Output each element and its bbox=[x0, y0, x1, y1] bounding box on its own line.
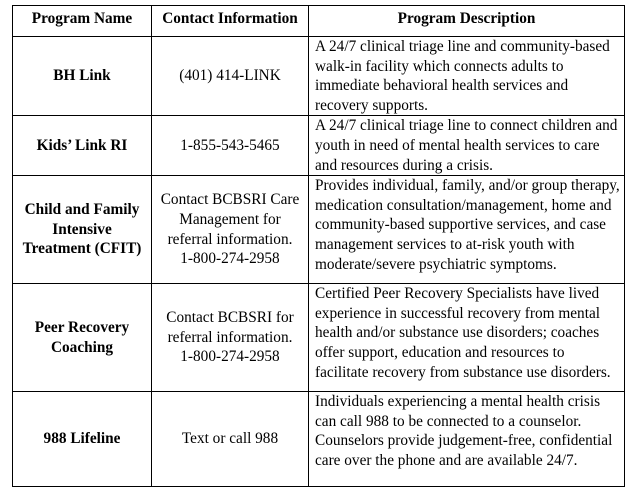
contact-line: referral information. bbox=[167, 328, 293, 346]
program-name-cell bbox=[13, 284, 152, 392]
contact-cell bbox=[152, 392, 309, 487]
program-name-line: Coaching bbox=[50, 338, 114, 356]
header-row bbox=[13, 6, 625, 37]
contact-cell bbox=[152, 284, 309, 392]
contact-cell bbox=[152, 116, 309, 176]
table-row-988-lifeline bbox=[13, 392, 625, 487]
program-name-cell bbox=[13, 116, 152, 176]
program-name-line: Intensive bbox=[52, 220, 112, 238]
header-program-description: Program Description bbox=[309, 6, 625, 37]
program-name: BH Link bbox=[53, 67, 111, 85]
contact-line: Contact BCBSRI for bbox=[166, 309, 294, 327]
table-row-cfit bbox=[13, 176, 625, 284]
contact-phone: 1-800-274-2958 bbox=[180, 250, 280, 268]
program-name-cell bbox=[13, 37, 152, 116]
program-name-line: Child and Family bbox=[24, 201, 140, 219]
program-description: A 24/7 clinical triage line to connect children and youth in need of mental health services to care and resources during a crisis. bbox=[309, 116, 625, 176]
program-description: Individuals experiencing a mental health crisis can call 988 to be connected to a counselor. Counselors provide judgement-free, confidential care over the phone and are available 24/7. bbox=[309, 392, 625, 487]
contact-line: Management for bbox=[179, 211, 281, 229]
table-row-kids-link bbox=[13, 116, 625, 176]
header-program-name: Program Name bbox=[13, 6, 152, 37]
program-name-cell bbox=[13, 176, 152, 284]
program-name: Kids’ Link RI bbox=[36, 136, 128, 154]
table-row-bh-link bbox=[13, 37, 625, 116]
contact-cell bbox=[152, 176, 309, 284]
program-description: A 24/7 clinical triage line and community-based walk-in facility which connects adults to immediate behavioral health services and recovery supports. bbox=[309, 37, 625, 116]
program-description: Provides individual, family, and/or group therapy, medication consultation/management, home and community-based supportive services, and case management services to at-risk youth with moderate/severe psychiatric symptoms. bbox=[309, 176, 625, 284]
program-name-cell bbox=[13, 392, 152, 487]
programs-table bbox=[12, 5, 625, 487]
contact-line: Text or call 988 bbox=[181, 430, 279, 448]
contact-phone: (401) 414-LINK bbox=[179, 67, 281, 85]
contact-phone: 1-855-543-5465 bbox=[180, 136, 280, 154]
contact-cell bbox=[152, 37, 309, 116]
program-name-line: Peer Recovery bbox=[34, 319, 130, 337]
contact-line: Contact BCBSRI Care bbox=[160, 191, 300, 209]
program-description: Certified Peer Recovery Specialists have lived experience in successful recovery from mental health and/or substance use disorders; coaches offer support, education and resources to facilitate recovery from substance use disorders. bbox=[309, 284, 625, 392]
contact-line: referral information. bbox=[167, 230, 293, 248]
header-contact-information: Contact Information bbox=[152, 6, 309, 37]
program-name-line: Treatment (CFIT) bbox=[22, 240, 142, 258]
contact-phone: 1-800-274-2958 bbox=[180, 348, 280, 366]
table-row-peer-recovery bbox=[13, 284, 625, 392]
program-name: 988 Lifeline bbox=[43, 430, 121, 448]
